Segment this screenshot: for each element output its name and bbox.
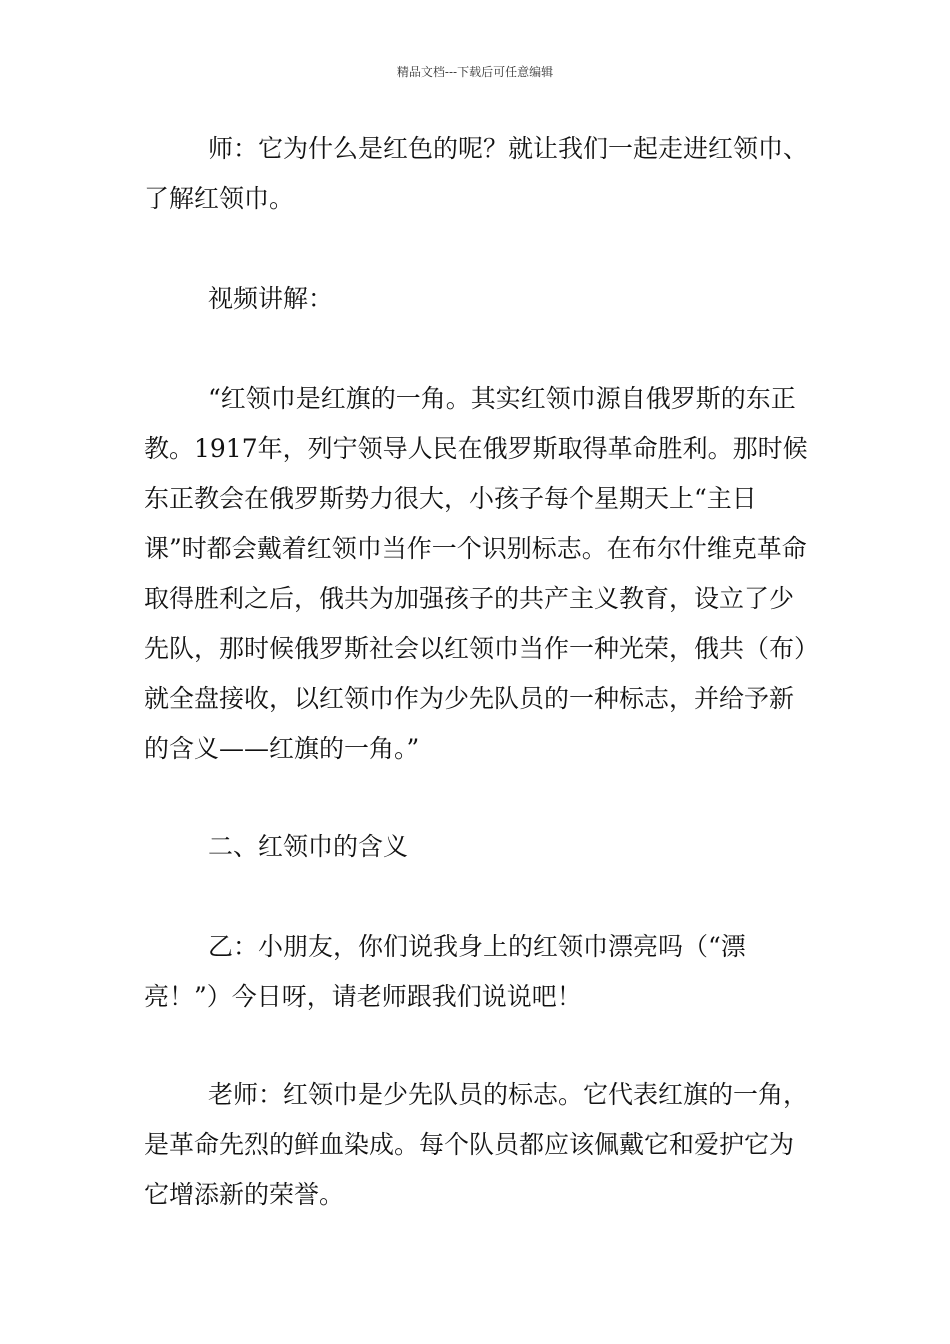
paragraph-teacher-explain: 老师：红领巾是少先队员的标志。它代表红旗的一角，是革命先烈的鲜血染成。每个队员都应该佩戴它和爱护它为它增添新的荣誉。 [144, 1080, 809, 1209]
paragraph-video-heading: 视频讲解： [208, 284, 334, 313]
page-header: 精品文档---下载后可任意编辑 [396, 65, 554, 79]
section-heading-meaning: 二、红领巾的含义 [208, 832, 409, 861]
paragraph-teacher-question: 师：它为什么是红色的呢？就让我们一起走进红领巾、了解红领巾。 [144, 134, 809, 213]
paragraph-video-quote: “红领巾是红旗的一角。其实红领巾源自俄罗斯的东正教。1917年，列宁领导人民在俄罗斯取得革命胜利。那时候东正教会在俄罗斯势力很大，小孩子每个星期天上“主日课”时都会戴着红领巾当作一个识别标志。在布尔什维克革命取得胜利之后，俄共为加强孩子的共产主义教育，设立了少先队，那时候俄罗斯社会以红领巾当作一种光荣，俄共（布）就全盘接收，以红领巾作为少先队员的一种标志，并给予新的含义——红旗的一角。” [144, 384, 808, 763]
paragraph-student-yi: 乙：小朋友，你们说我身上的红领巾漂亮吗（“漂亮！”）今日呀，请老师跟我们说说吧！ [144, 932, 746, 1011]
